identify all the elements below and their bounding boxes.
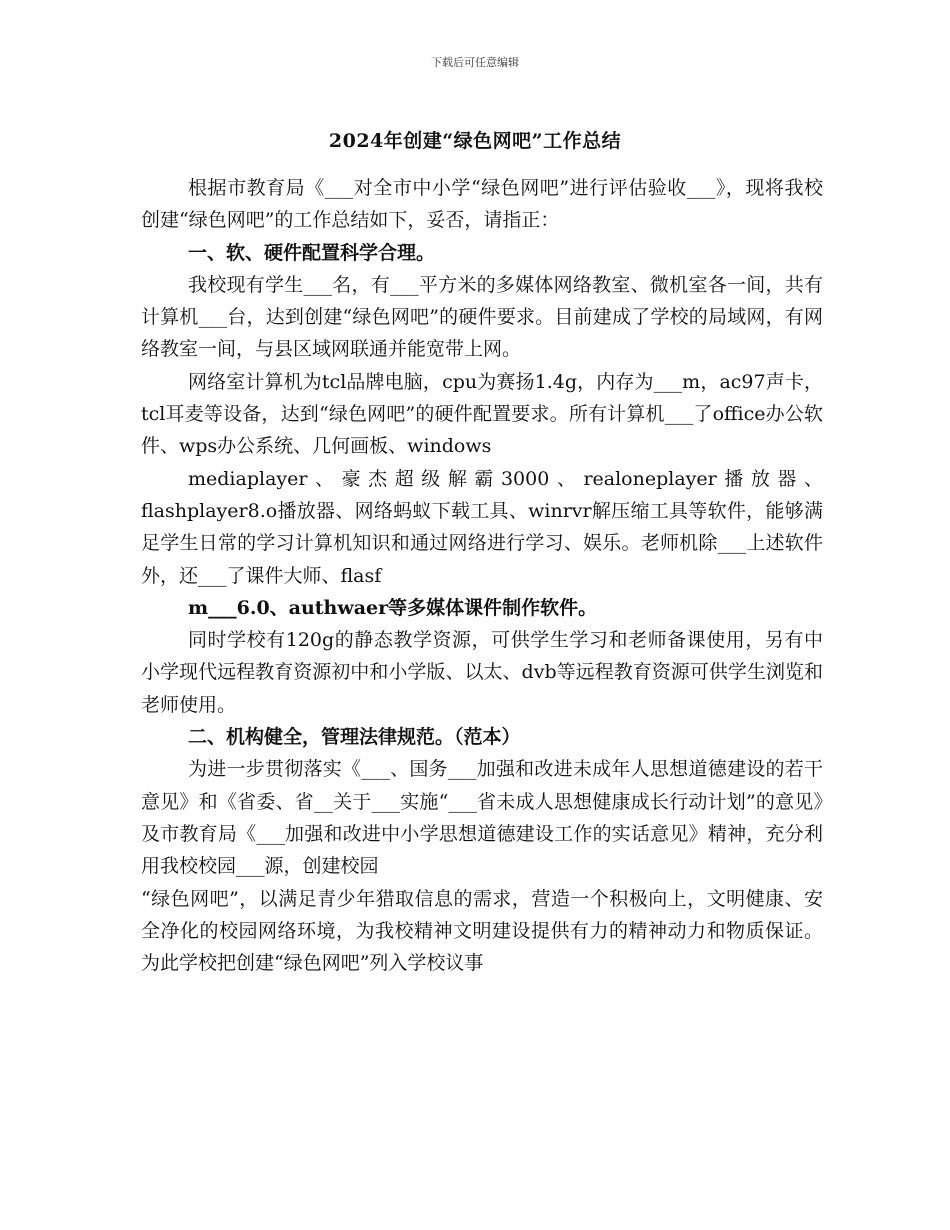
paragraph: “绿色网吧”，以满足青少年猎取信息的需求，营造一个积极向上，文明健康、安全净化的校园网络环境，为我校精神文明建设提供有力的精神动力和物质保证。为此学校把创建“绿色网吧”列入学校议事 — [141, 887, 823, 975]
paragraph: 同时学校有120g的静态教学资源，可供学生学习和老师备课使用，另有中小学现代远程教育资源初中和小学版、以太、dvb等远程教育资源可供学生浏览和老师使用。 — [141, 629, 823, 716]
header-note: 下载后可任意编辑 — [431, 56, 519, 69]
paragraph: 为进一步贯彻落实《___、国务___加强和改进未成年人思想道德建设的若干意见》和《省委、省__关于___实施“___省未成人思想健康成长行动计划”的意见》及市教育局《___加强和改进中小学思想道德建设工作的实话意见》精神，充分利用我校校园___源，创建校园 — [141, 758, 823, 878]
section-heading-1: 一、软、硬件配置科学合理。 — [188, 241, 436, 264]
paragraph-bold: m___6.0、authwaer等多媒体课件制作软件。 — [188, 596, 598, 619]
section-heading-2: 二、机构健全，管理法律规范。（范本） — [188, 726, 521, 749]
document-body — [141, 172, 823, 979]
paragraph: 网络室计算机为tcl品牌电脑，cpu为赛扬1.4g，内存为___m，ac97声卡，tcl耳麦等设备，达到“绿色网吧”的硬件配置要求。所有计算机___了office办公软件、wps办公系统、几何画板、windows — [141, 370, 823, 458]
document-title: 2024年创建“绿色网吧”工作总结 — [328, 130, 622, 152]
paragraph-intro: 根据市教育局《___对全市中小学“绿色网吧”进行评估验收___》，现将我校创建“绿色网吧”的工作总结如下，妥否，请指正： — [141, 177, 823, 232]
paragraph: mediaplayer、豪杰超级解霸3000、realoneplayer播放器、flashplayer8.o播放器、网络蚂蚁下载工具、winrvr解压缩工具等软件，能够满足学生日常的学习计算机知识和通过网络进行学习、娱乐。老师机除___上述软件外，还___了课件大师、flasf — [141, 467, 823, 587]
paragraph: 我校现有学生___名，有___平方米的多媒体网络教室、微机室各一间，共有计算机___台，达到创建“绿色网吧”的硬件要求。目前建成了学校的局域网，有网络教室一间，与县区域网联通并能宽带上网。 — [141, 273, 823, 361]
